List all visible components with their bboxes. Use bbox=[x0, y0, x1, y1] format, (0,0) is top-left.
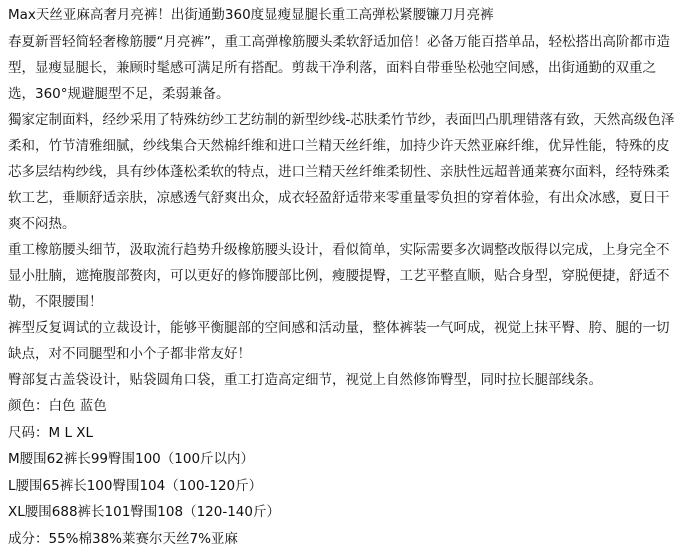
paragraph-intro: 春夏新晋轻简轻奢橡筋腰“月亮裤”，重工高弹橡筋腰头柔软舒适加倍！必备万能百搭单品，轻松搭出高阶都市造型，显瘦显腿长，兼顾时髦感可满足所有搭配。剪裁干净利落，面料自带垂坠松弛空间感，出街通勤的双重之选，360°规避腿型不足，柔弱兼备。 bbox=[8, 29, 680, 107]
spec-colors: 颜色：白色 蓝色 bbox=[8, 393, 680, 420]
spec-size-l: L腰围65裤长100臀围104（100-120斤） bbox=[8, 473, 680, 500]
spec-composition: 成分：55%棉38%莱赛尔天丝7%亚麻 bbox=[8, 526, 680, 552]
spec-size-xl: XL腰围688裤长101臀围108（120-140斤） bbox=[8, 499, 680, 526]
product-description bbox=[8, 3, 680, 552]
paragraph-fabric: 獨家定制面料，经纱采用了特殊纺纱工艺纺制的新型纱线-芯肤柔竹节纱，表面凹凸肌理错落有致，天然高级色泽柔和，竹节清雅细腻，纱线集合天然棉纤维和进口兰精天丝纤维，加持少许天然亚麻纤维，优异性能，特殊的皮芯多层结构纱线，具有纱体蓬松柔软的特点，进口兰精天丝纤维柔韧性、亲肤性远超普通莱赛尔面料，经特殊柔软工艺，垂顺舒适亲肤，凉感透气舒爽出众，成衣轻盈舒适带来零重量零负担的穿着体验，有出众冰感，夏日干爽不闷热。 bbox=[8, 107, 680, 237]
paragraph-pocket: 臀部复古盖袋设计，贴袋圆角口袋，重工打造高定细节，视觉上自然修饰臀型，同时拉长腿部线条。 bbox=[8, 367, 680, 393]
paragraph-waistband: 重工橡筋腰头细节，汲取流行趋势升级橡筋腰头设计，看似简单，实际需要多次调整改版得以完成，上身完全不显小肚腩，遮掩腹部赘肉，可以更好的修饰腰部比例，瘦腰提臀，工艺平整直顺，贴合身型，穿脱便捷，舒适不勒，不限腰围！ bbox=[8, 237, 680, 315]
spec-size-m: M腰围62裤长99臀围100（100斤以内） bbox=[8, 446, 680, 473]
paragraph-cut: 裤型反复调试的立裁设计，能够平衡腿部的空间感和活动量，整体裤装一气呵成，视觉上抹平臀、胯、腿的一切缺点，对不同腿型和小个子都非常友好！ bbox=[8, 315, 680, 367]
product-title: Max天丝亚麻高奢月亮裤！出街通勤360度显瘦显腿长重工高弹松紧腰镰刀月亮裤 bbox=[8, 3, 680, 27]
spec-sizes: 尺码：M L XL bbox=[8, 420, 680, 447]
